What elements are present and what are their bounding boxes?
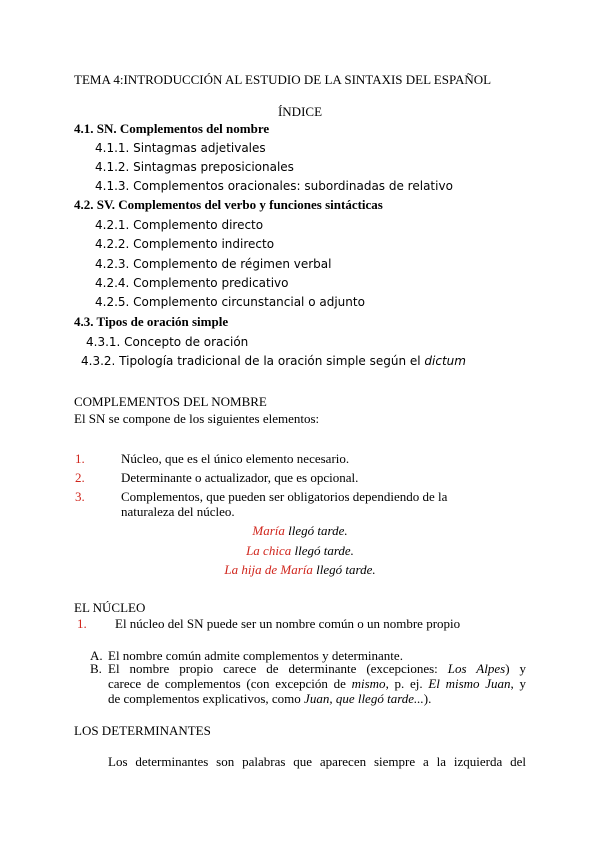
- nucleo-b-label: B.: [90, 661, 102, 676]
- index-entry-4-2-3: 4.2.3. Complemento de régimen verbal: [95, 257, 332, 271]
- nucleo-b-text: ) y: [505, 661, 526, 676]
- nucleo-b-text: de complementos explicativos, como: [108, 691, 305, 706]
- complementos-intro: El SN se compone de los siguientes elementos:: [74, 411, 320, 426]
- nucleo-b-text: carece de complementos (con excepción de: [108, 676, 352, 691]
- index-entry-4-2-4: 4.2.4. Complemento predicativo: [95, 276, 289, 290]
- index-entry-4-3-1: 4.3.1. Concepto de oración: [86, 335, 249, 349]
- index-entry-4-1: 4.1. SN. Complementos del nombre: [74, 121, 270, 136]
- nucleo-a-text: El nombre común admite complementos y determinante.: [108, 648, 403, 663]
- nucleo-b-italic: El mismo Juan: [428, 676, 511, 691]
- complementos-heading: COMPLEMENTOS DEL NOMBRE: [74, 394, 267, 409]
- nucleo-b-italic: Juan, que llegó tarde...: [304, 691, 424, 706]
- determinantes-text: Los determinantes son palabras que aparecen siempre a la izquierda del: [108, 754, 526, 769]
- index-entry-4-2-2: 4.2.2. Complemento indirecto: [95, 237, 275, 251]
- example-sentence: [0, 562, 600, 578]
- example-predicate: llegó tarde.: [312, 562, 376, 577]
- document-title: TEMA 4:INTRODUCCIÓN AL ESTUDIO DE LA SINTAXIS DEL ESPAÑOL: [74, 72, 492, 87]
- example-sentence: [0, 543, 600, 559]
- index-entry-4-2-5: 4.2.5. Complemento circunstancial o adjunto: [95, 295, 365, 309]
- list-item-number: 1.: [77, 616, 87, 631]
- example-predicate: llegó tarde.: [284, 523, 348, 538]
- list-item-number: 3.: [75, 489, 85, 504]
- example-predicate: llegó tarde.: [291, 543, 354, 558]
- list-item-text: Núcleo, que es el único elemento necesario.: [121, 451, 350, 466]
- index-entry-4-2: 4.2. SV. Complementos del verbo y funciones sintácticas: [74, 197, 383, 212]
- nucleo-b-text: , y: [510, 676, 527, 691]
- nucleo-b-line3: [108, 691, 431, 707]
- nucleo-b-italic: mismo: [351, 676, 386, 691]
- index-entry-4-1-2: 4.1.2. Sintagmas preposicionales: [95, 160, 294, 174]
- nucleo-b-line1: [108, 661, 526, 677]
- list-item-text: Determinante o actualizador, que es opcional.: [121, 470, 359, 485]
- list-item-text-continuation: naturaleza del núcleo.: [121, 504, 235, 519]
- example-subject: La hija de María: [224, 562, 313, 577]
- index-heading: ÍNDICE: [277, 104, 323, 119]
- nucleo-b-line2: [108, 676, 526, 692]
- index-entry-4-2-1: 4.2.1. Complemento directo: [95, 218, 264, 232]
- list-item-text: Complementos, que pueden ser obligatorios dependiendo de la: [121, 489, 448, 504]
- index-entry-4-1-1: 4.1.1. Sintagmas adjetivales: [95, 141, 266, 155]
- nucleo-b-text: , p. ej.: [385, 676, 429, 691]
- index-entry-4-3-2-text: 4.3.2. Tipología tradicional de la oración simple según el: [81, 354, 425, 368]
- example-sentence: [0, 523, 600, 539]
- nucleo-b-text: El nombre propio carece de determinante (excepciones:: [108, 661, 448, 676]
- nucleo-b-text: ).: [423, 691, 432, 706]
- nucleo-heading: EL NÚCLEO: [74, 600, 146, 615]
- nucleo-b-italic: Los Alpes: [447, 661, 506, 676]
- index-entry-4-3-2: [81, 353, 466, 369]
- list-item-number: 1.: [75, 451, 85, 466]
- nucleo-a-label: A.: [90, 648, 103, 663]
- determinantes-heading: LOS DETERMINANTES: [74, 723, 211, 738]
- index-entry-4-3: 4.3. Tipos de oración simple: [74, 314, 229, 329]
- example-subject: María: [252, 523, 285, 538]
- index-entry-4-3-2-italic: dictum: [424, 354, 466, 368]
- example-subject: La chica: [246, 543, 292, 558]
- list-item-number: 2.: [75, 470, 85, 485]
- index-entry-4-1-3: 4.1.3. Complementos oracionales: subordinadas de relativo: [95, 179, 453, 193]
- nucleo-item-text: El núcleo del SN puede ser un nombre común o un nombre propio: [115, 616, 461, 631]
